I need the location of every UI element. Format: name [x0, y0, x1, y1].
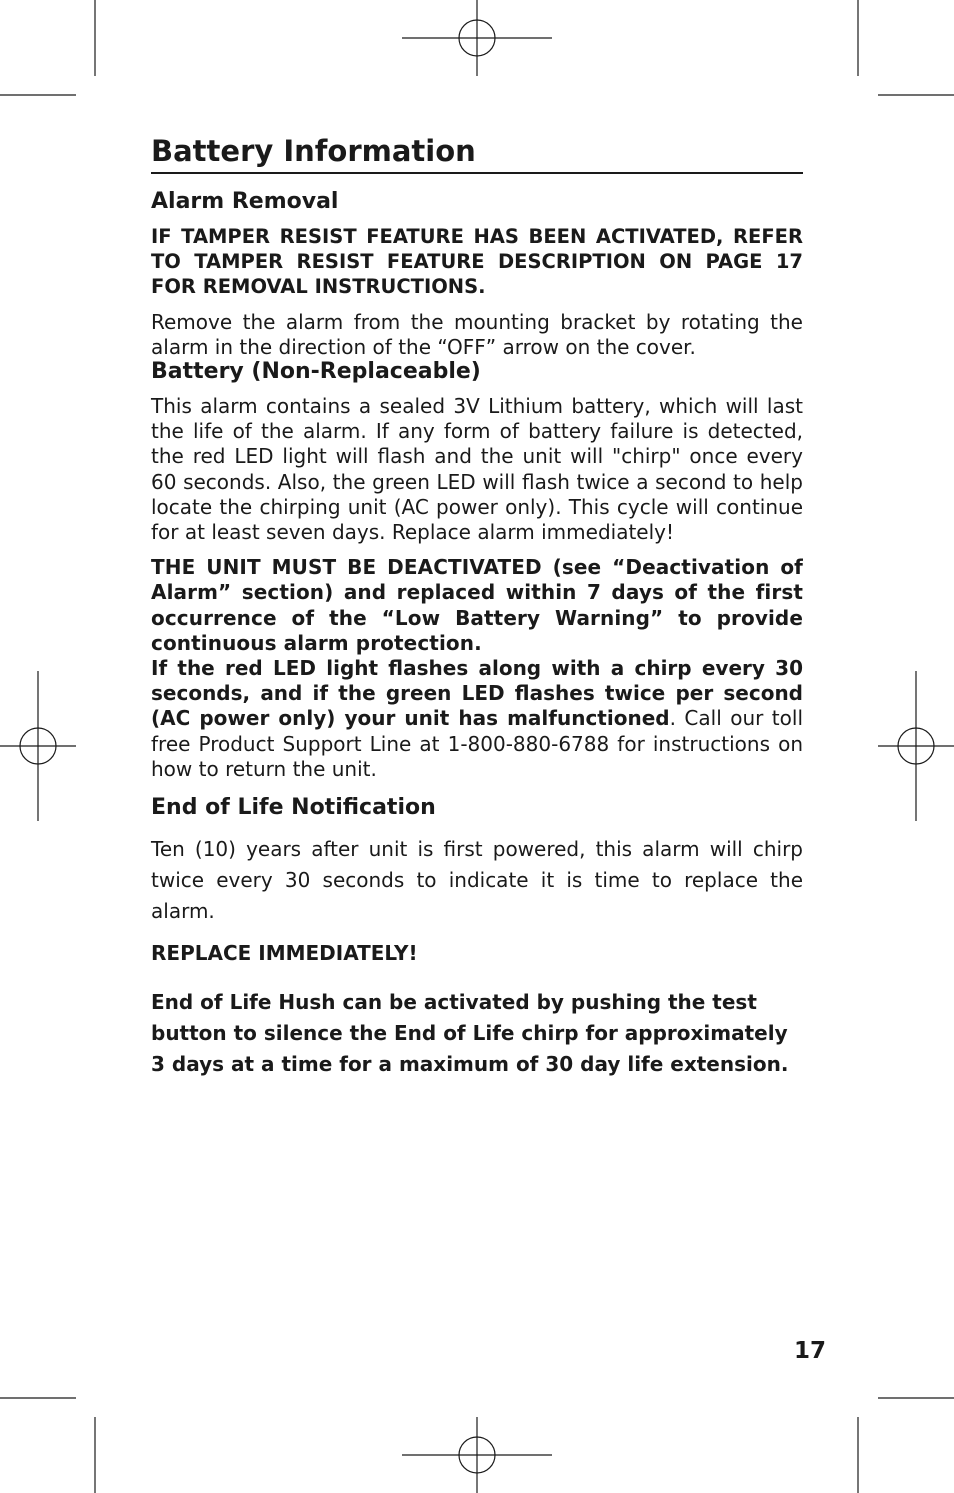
malfunction-bold-text: If the red LED light flashes along with a chirp every 30 seconds, and if the green LED flashes twice per second (AC power only) your unit has malfunctioned	[151, 656, 803, 731]
end-of-life-body: Ten (10) years after unit is first powered, this alarm will chirp twice every 30 seconds to indicate it is time to replace the alarm.	[151, 837, 803, 924]
replace-immediately: REPLACE IMMEDIATELY!	[151, 941, 418, 966]
alarm-removal-body: Remove the alarm from the mounting bracket by rotating the alarm in the direction of the “OFF” arrow on the cover.	[151, 309, 803, 359]
malfunction-paragraph	[151, 656, 803, 782]
page-title: Battery Information	[151, 132, 803, 174]
end-of-life-hush: End of Life Hush can be activated by pushing the test button to silence the End of Life chirp for approximately 3 days at a time for a maximum of 30 day life extension.	[151, 990, 789, 1077]
alarm-removal-heading: Alarm Removal	[151, 189, 339, 214]
battery-body: This alarm contains a sealed 3V Lithium battery, which will last the life of the alarm. If any form of battery failure is detected, the red LED light will flash and the unit will "chirp" once every 60 seconds. Also, the green LED will flash twice a second to help locate the chirping unit (AC power only). This cycle will continue for at least seven days. Replace alarm immediately!	[151, 394, 803, 545]
page-number: 17	[793, 1338, 826, 1364]
deactivate-notice: THE UNIT MUST BE DEACTIVATED (see “Deactivation of Alarm” section) and replaced within 7 days of the first occurrence of the “Low Battery Warning” to provide continuous alarm protection.	[151, 555, 803, 655]
page-content	[151, 132, 803, 1080]
tamper-warning: IF TAMPER RESIST FEATURE HAS BEEN ACTIVATED, REFER TO TAMPER RESIST FEATURE DESCRIPTION ON PAGE 17 FOR REMOVAL INSTRUCTIONS.	[151, 225, 803, 299]
end-of-life-heading: End of Life Notification	[151, 795, 436, 821]
malfunction-support-text: . Call our toll free Product Support Line at 1-800-880-6788 for instructions on how to return the unit.	[151, 706, 803, 781]
battery-heading: Battery (Non-Replaceable)	[151, 359, 481, 385]
